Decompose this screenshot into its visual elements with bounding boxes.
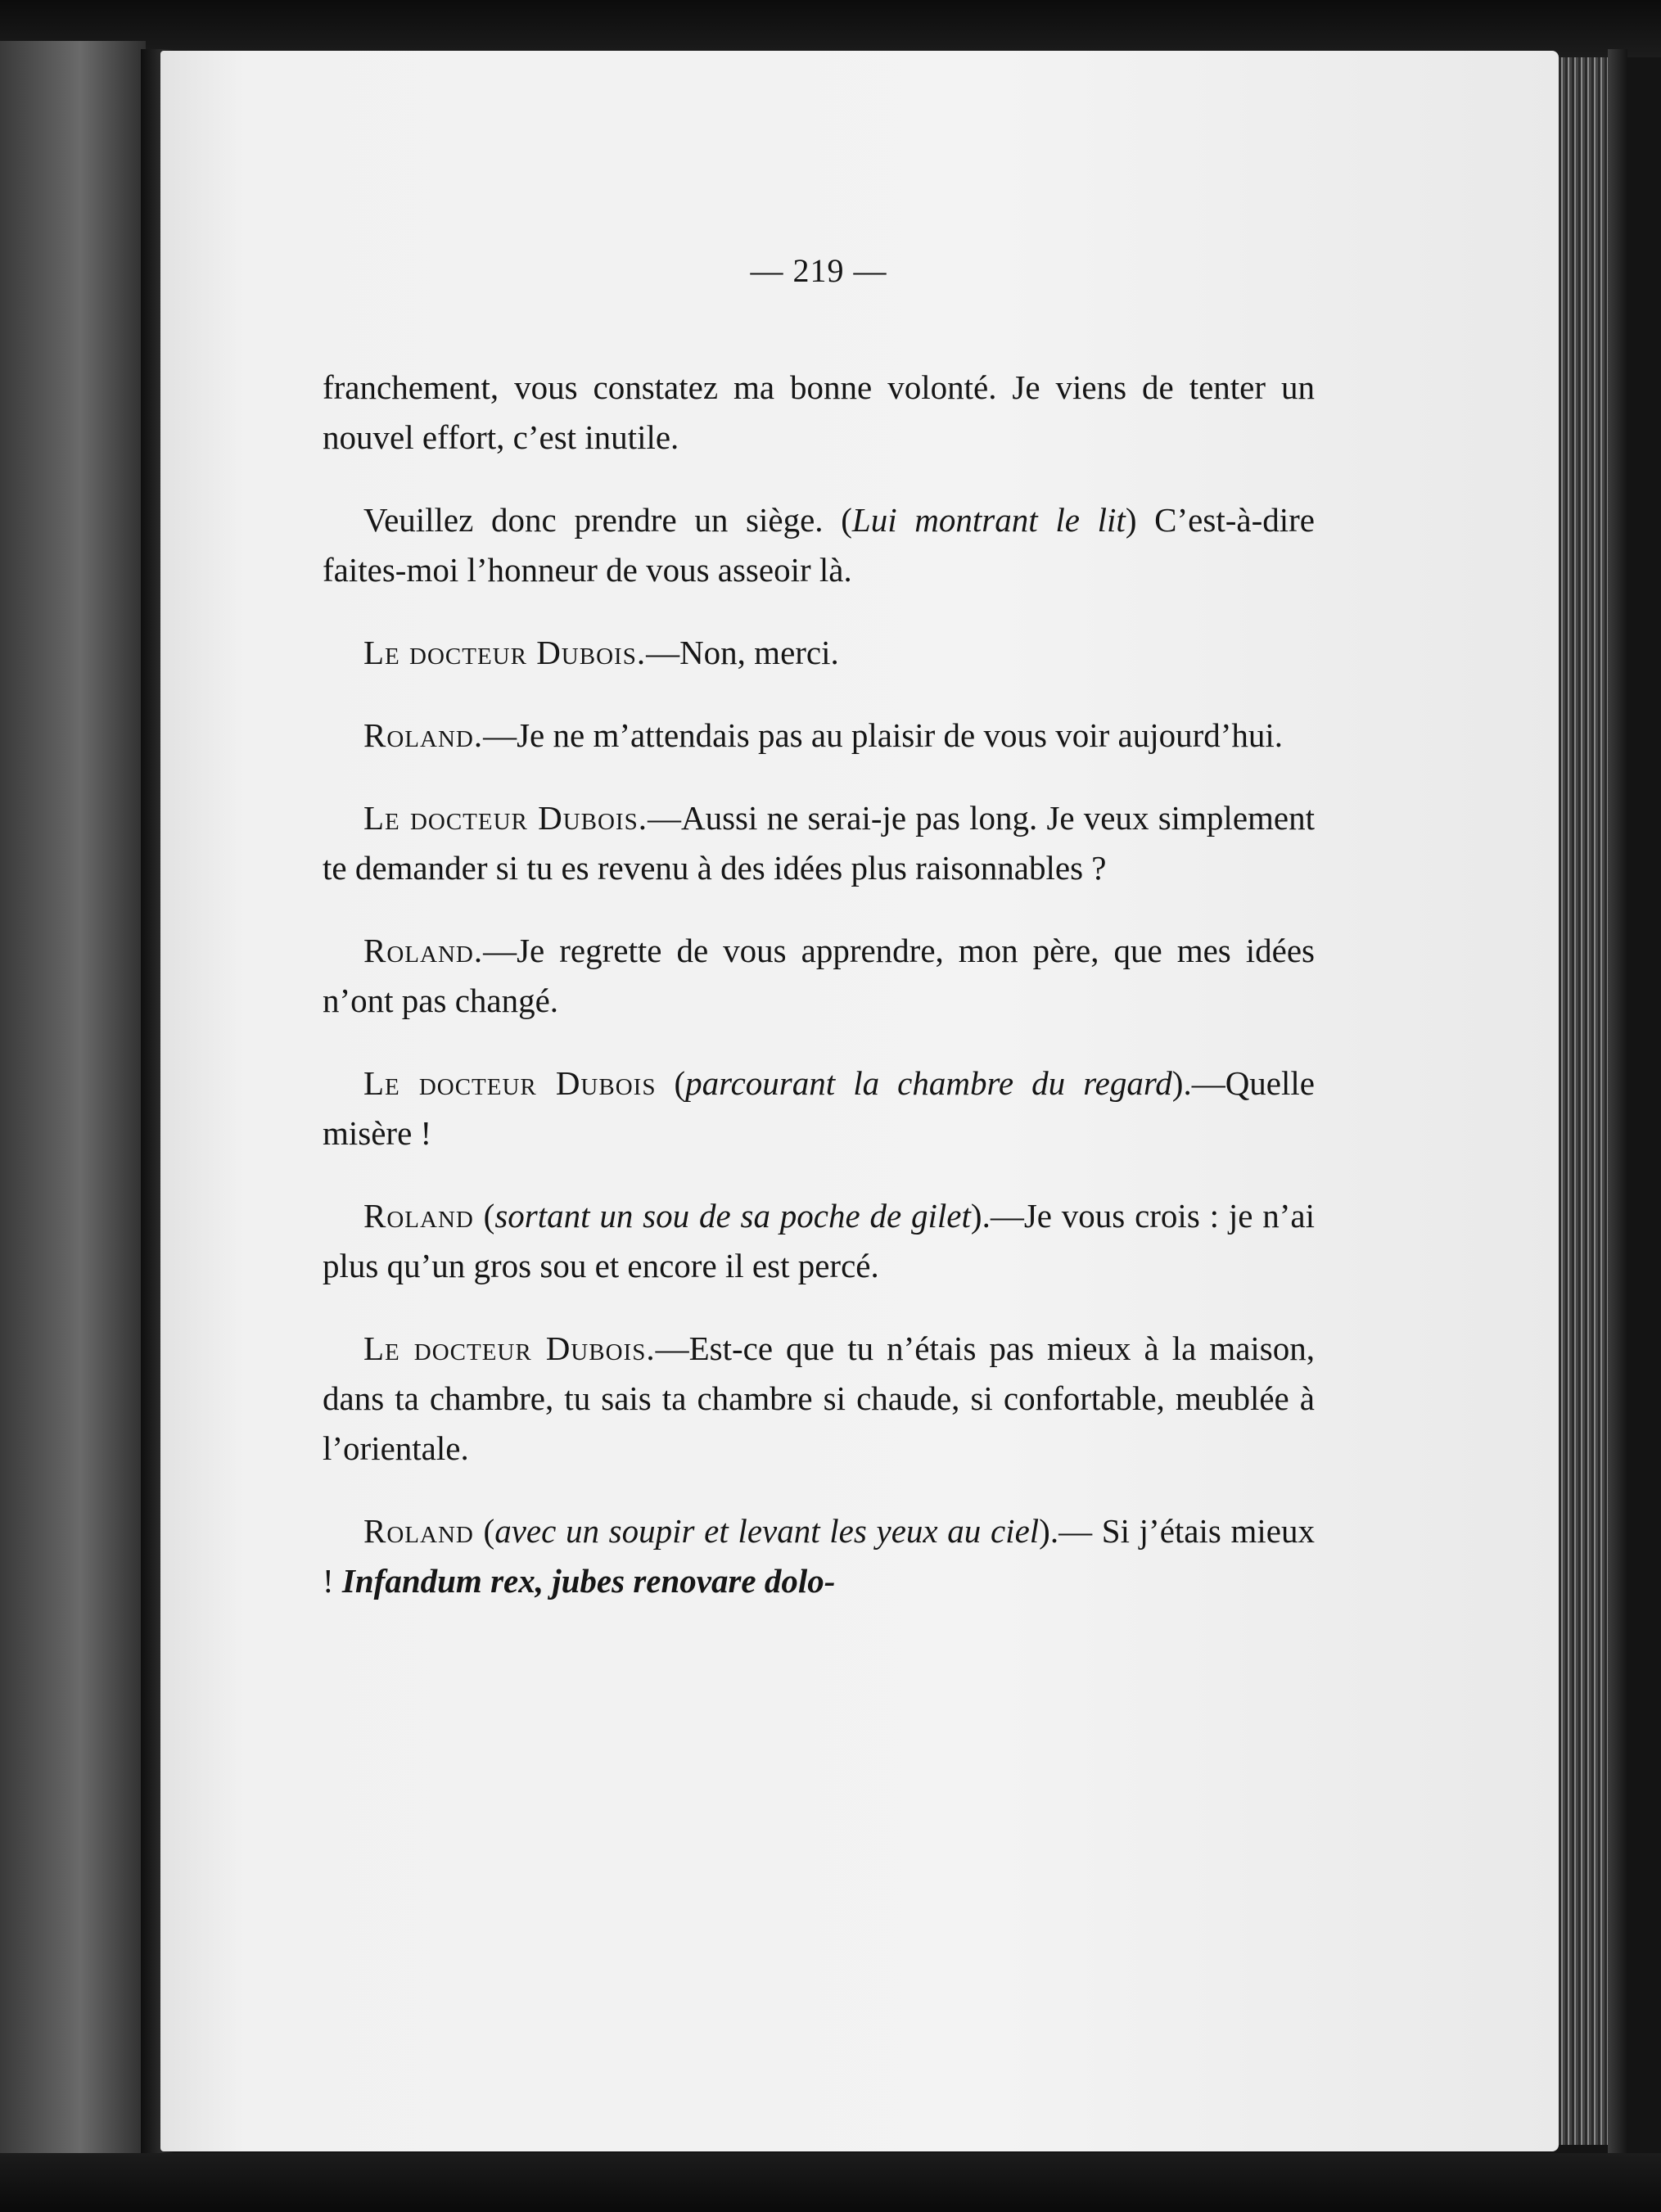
- speaker-name: Roland: [363, 1512, 474, 1550]
- paragraph-7: [323, 1059, 1315, 1158]
- paren-close: ): [970, 1197, 982, 1235]
- page-stack-edges: [1559, 57, 1608, 2145]
- paren-open: (: [656, 1064, 686, 1102]
- dialogue-text: .—Quelle misère !: [323, 1064, 1315, 1152]
- scan-top-edge: [0, 0, 1661, 57]
- dialogue-text: —Non, merci.: [646, 634, 839, 671]
- speaker-name: Le docteur Dubois.: [363, 799, 648, 837]
- speaker-name: Le docteur Dubois: [363, 1064, 657, 1102]
- speaker-name: Le docteur Dubois.: [363, 634, 647, 671]
- dialogue-text: —Je ne m’attendais pas au plaisir de vous voir aujourd’hui.: [483, 716, 1284, 754]
- paren-open: (: [473, 1512, 495, 1550]
- speaker-name: Roland: [363, 1197, 474, 1235]
- paren-open: (: [473, 1197, 495, 1235]
- page-text-block: [323, 246, 1315, 1639]
- left-page-edge: [0, 41, 146, 2161]
- paren-close: ): [1039, 1512, 1050, 1550]
- stage-direction: parcourant la chambre du regard: [685, 1064, 1172, 1102]
- paragraph-5: [323, 793, 1315, 893]
- paragraph-text-before: Veuillez donc prendre un siège. (: [363, 501, 852, 539]
- paragraph-8: [323, 1191, 1315, 1291]
- paragraph-10: [323, 1506, 1315, 1606]
- book-cover-edge: [1608, 49, 1627, 2153]
- stage-direction: Lui montrant le lit: [851, 501, 1126, 539]
- speaker-name: Roland.: [363, 716, 484, 754]
- dialogue-text: —Je regrette de vous apprendre, mon père, que mes idées n’ont pas changé.: [323, 932, 1315, 1019]
- paren-close: ): [1171, 1064, 1184, 1102]
- dialogue-text: —Est-ce que tu n’étais pas mieux à la maison, dans ta chambre, tu sais ta chambre si chaude, si confortable, meublée à l’orientale.: [323, 1329, 1315, 1467]
- paragraph-6: [323, 926, 1315, 1026]
- dialogue-text: .—Je vous crois : je n’ai plus qu’un gros sou et encore il est percé.: [323, 1197, 1315, 1284]
- paragraph-text: franchement, vous constatez ma bonne volonté. Je viens de tenter un nouvel effort, c’est inutile.: [323, 368, 1315, 456]
- dialogue-text: .— Si j’étais mieux !: [323, 1512, 1315, 1600]
- paragraph-1: [323, 363, 1315, 463]
- paragraph-4: [323, 711, 1315, 761]
- page-number: — 219 —: [750, 252, 887, 289]
- paragraph-3: [323, 628, 1315, 678]
- stage-direction: sortant un sou de sa poche de gilet: [494, 1197, 971, 1235]
- paragraph-2: [323, 495, 1315, 595]
- paragraph-text-after: ) C’est-à-dire faites-moi l’honneur de vous asseoir là.: [323, 501, 1315, 589]
- latin-quotation: Infandum rex, jubes renovare dolo-: [341, 1562, 836, 1600]
- dialogue-text: —Aussi ne serai-je pas long. Je veux simplement te demander si tu es revenu à des idées plus raisonnables ?: [323, 799, 1316, 887]
- speaker-name: Roland.: [363, 932, 484, 969]
- stage-direction: avec un soupir et levant les yeux au ciel: [494, 1512, 1040, 1550]
- scan-bottom-edge: [0, 2153, 1661, 2212]
- paragraph-9: [323, 1324, 1315, 1474]
- speaker-name: Le docteur Dubois.: [363, 1329, 656, 1367]
